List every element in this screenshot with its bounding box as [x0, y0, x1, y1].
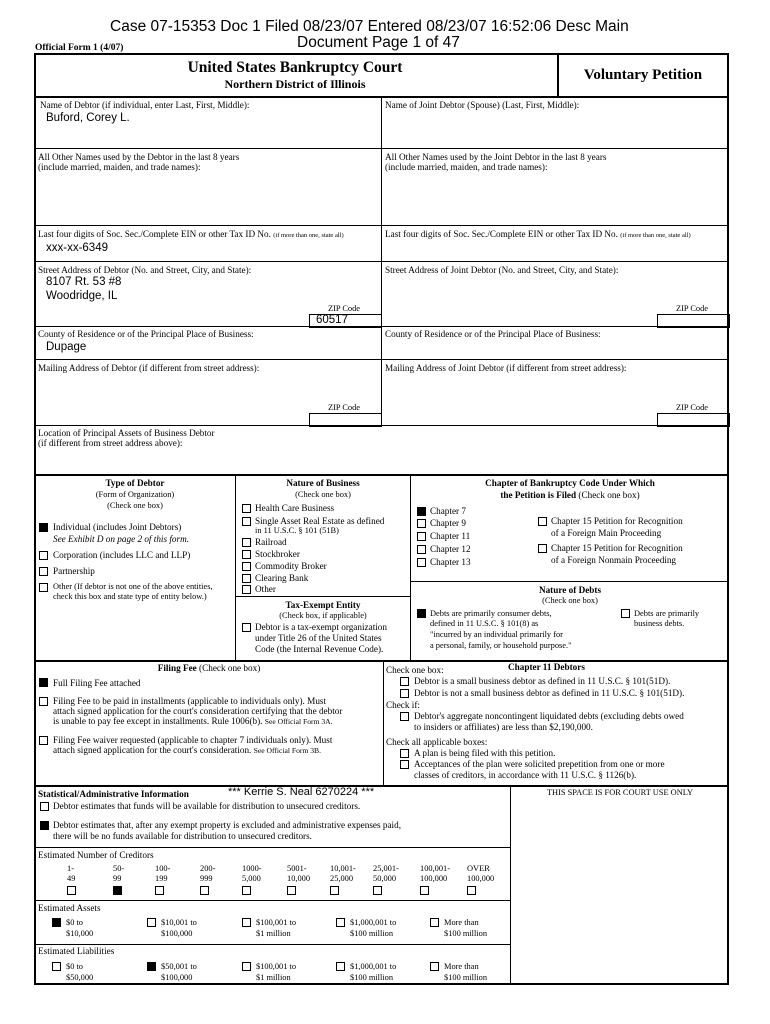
liabilities-range-bottom: $100 million: [350, 973, 394, 982]
assets-label: Estimated Assets: [38, 903, 101, 913]
fee-waiver-label-2: attach signed application for the court's consideration. See Official Form 3B.: [53, 745, 322, 755]
joint-mailing-zip-label: ZIP Code: [676, 403, 709, 412]
other-entity-checkbox[interactable]: [39, 583, 48, 592]
liabilities-checkbox[interactable]: [242, 962, 251, 971]
joint-other-names-label-2: (include married, maiden, and trade names):: [385, 162, 548, 172]
corporation-label: Corporation (includes LLC and LLP): [53, 550, 191, 560]
chapter-7-label: Chapter 7: [430, 506, 466, 516]
assets-checkbox[interactable]: [242, 918, 251, 927]
tax-exempt-checkbox[interactable]: [242, 623, 251, 632]
installments-label-3: is unable to pay fee except in installments. Rule 1006(b). See Official Form 3A.: [53, 716, 333, 726]
health-care-label: Health Care Business: [255, 503, 335, 513]
assets-checkbox[interactable]: [147, 918, 156, 927]
creditors-range-bottom: 25,000: [330, 874, 354, 883]
creditors-range-top: 10,001-: [330, 864, 356, 873]
installments-label-1: Filing Fee to be paid in installments (applicable to individuals only). Must: [53, 696, 327, 706]
liabilities-checkbox[interactable]: [147, 962, 156, 971]
debtor-street-label: Street Address of Debtor (No. and Street, City, and State):: [38, 265, 252, 275]
chapter-15-main-label-1: Chapter 15 Petition for Recognition: [551, 516, 683, 526]
type-debtor-title: Type of Debtor: [105, 478, 165, 488]
creditors-checkbox[interactable]: [242, 886, 251, 895]
liabilities-label: Estimated Liabilities: [38, 946, 115, 956]
debtor-county-label: County of Residence or of the Principal Place of Business:: [38, 329, 254, 339]
nature-debts-sub: (Check one box): [542, 596, 598, 605]
corporation-checkbox[interactable]: [39, 551, 48, 560]
creditors-range-top: 5001-: [287, 864, 307, 873]
no-funds-checkbox[interactable]: [40, 821, 49, 830]
clearing-bank-label: Clearing Bank: [255, 573, 309, 583]
joint-other-names-label-1: All Other Names used by the Joint Debtor in the last 8 years: [385, 152, 607, 162]
creditors-checkbox[interactable]: [420, 886, 429, 895]
assets-range-top: $0 to: [66, 918, 83, 927]
creditors-range-bottom: 999: [200, 874, 213, 883]
chapter-15-main-checkbox[interactable]: [538, 517, 547, 526]
joint-street-label: Street Address of Joint Debtor (No. and Street, City, and State):: [385, 265, 619, 275]
fee-waiver-checkbox[interactable]: [39, 736, 48, 745]
chapter-11-checkbox[interactable]: [417, 532, 426, 541]
full-fee-label: Full Filing Fee attached: [53, 678, 141, 688]
fee-waiver-label-1: Filing Fee waiver requested (applicable to chapter 7 individuals only). Must: [53, 735, 333, 745]
stockbroker-label: Stockbroker: [255, 549, 300, 559]
liabilities-range-bottom: $1 million: [256, 973, 291, 982]
creditors-range-top: OVER: [467, 864, 490, 873]
liabilities-checkbox[interactable]: [52, 962, 61, 971]
business-debts-label-1: Debts are primarily: [634, 609, 700, 618]
creditors-range-top: 1000-: [242, 864, 262, 873]
liabilities-range-bottom: $100 million: [444, 973, 488, 982]
petition-type: Voluntary Petition: [583, 67, 703, 83]
aggregate-debts-label-2: to insiders or affiliates) are less than $2,190,000.: [414, 722, 593, 732]
individual-checkbox[interactable]: [39, 523, 48, 532]
single-asset-label-2: in 11 U.S.C. § 101 (51B): [255, 526, 339, 535]
creditors-range-bottom: 100,000: [420, 874, 448, 883]
debtor-name: Buford, Corey L.: [46, 112, 130, 124]
type-debtor-sub2: (Check one box): [107, 501, 163, 510]
ch11-check-one: Check one box:: [386, 665, 444, 675]
chapter-11-label: Chapter 11: [430, 531, 471, 541]
liabilities-range-bottom: $100,000: [161, 973, 193, 982]
creditors-range-top: 200-: [200, 864, 216, 873]
liabilities-range-top: $100,001 to: [256, 962, 297, 971]
plan-filed-checkbox[interactable]: [400, 749, 409, 758]
assets-range-bottom: $100,000: [161, 929, 193, 938]
liabilities-range-top: More than: [444, 962, 479, 971]
full-fee-checkbox[interactable]: [39, 678, 48, 687]
chapter-9-checkbox[interactable]: [417, 519, 426, 528]
debtor-mailing-label: Mailing Address of Debtor (if different from street address):: [38, 363, 260, 373]
case-header-line2: Document Page 1 of 47: [297, 34, 460, 51]
ch11-check-if: Check if:: [386, 700, 420, 710]
other-business-label: Other: [255, 584, 276, 594]
consumer-debts-label-1: Debts are primarily consumer debts,: [430, 609, 552, 618]
chapter-15-nonmain-label-1: Chapter 15 Petition for Recognition: [551, 543, 683, 553]
creditors-range-bottom: 5,000: [242, 874, 261, 883]
liabilities-range-bottom: $50,000: [66, 973, 94, 982]
single-asset-label-1: Single Asset Real Estate as defined: [255, 516, 385, 526]
creditors-range-bottom: 49: [67, 874, 76, 883]
health-care-checkbox[interactable]: [242, 504, 251, 513]
creditors-range-bottom: 199: [155, 874, 168, 883]
chapter-15-nonmain-checkbox[interactable]: [538, 544, 547, 553]
court-title: United States Bankruptcy Court: [187, 59, 403, 76]
joint-zip-label: ZIP Code: [676, 304, 709, 313]
liabilities-checkbox[interactable]: [336, 962, 345, 971]
small-business-label: Debtor is a small business debtor as defined in 11 U.S.C. § 101(51D).: [414, 676, 671, 686]
chapter-9-label: Chapter 9: [430, 518, 466, 528]
plan-filed-label: A plan is being filed with this petition.: [414, 748, 556, 758]
creditors-range-bottom: 10,000: [287, 874, 311, 883]
debtor-ssn-label: Last four digits of Soc. Sec./Complete EIN or other Tax ID No. (if more than one, state all): [38, 229, 344, 239]
liabilities-range-top: $50,001 to: [161, 962, 197, 971]
partnership-checkbox[interactable]: [39, 567, 48, 576]
debtor-ssn: xxx-xx-6349: [46, 242, 108, 254]
chapter-title-1: Chapter of Bankruptcy Code Under Which: [485, 478, 655, 488]
creditors-checkbox[interactable]: [113, 886, 122, 895]
debtor-other-names-label-1: All Other Names used by the Debtor in the last 8 years: [38, 152, 240, 162]
assets-checkbox[interactable]: [336, 918, 345, 927]
consumer-debts-label-2: defined in 11 U.S.C. § 101(8) as: [430, 619, 539, 628]
railroad-checkbox[interactable]: [242, 538, 251, 547]
business-debts-checkbox[interactable]: [621, 609, 630, 618]
assets-range-top: $100,001 to: [256, 918, 297, 927]
tax-exempt-label-3: Code (the Internal Revenue Code).: [255, 644, 384, 654]
joint-name-label: Name of Joint Debtor (Spouse) (Last, First, Middle):: [385, 100, 580, 110]
district-title: Northern District of Illinois: [224, 77, 366, 91]
assets-range-top: $1,000,001 to: [350, 918, 397, 927]
attorney-name: *** Kerrie S. Neal 6270224 ***: [228, 786, 375, 798]
joint-county-label: County of Residence or of the Principal Place of Business:: [385, 329, 601, 339]
liabilities-checkbox[interactable]: [430, 962, 439, 971]
funds-available-checkbox[interactable]: [40, 802, 49, 811]
acceptances-label-1: Acceptances of the plan were solicited prepetition from one or more: [414, 759, 665, 769]
chapter-13-checkbox[interactable]: [417, 558, 426, 567]
tax-exempt-label-2: under Title 26 of the United States: [255, 633, 382, 643]
chapter-7-checkbox[interactable]: [417, 507, 426, 516]
assets-checkbox[interactable]: [430, 918, 439, 927]
ch11-title: Chapter 11 Debtors: [508, 662, 585, 672]
commodity-broker-checkbox[interactable]: [242, 562, 251, 571]
not-small-business-label: Debtor is not a small business debtor as defined in 11 U.S.C. § 101(51D).: [414, 688, 685, 698]
small-business-checkbox[interactable]: [400, 677, 409, 686]
debtor-mailing-zip-label: ZIP Code: [328, 403, 361, 412]
creditors-range-top: 100,001-: [420, 864, 451, 873]
nature-business-title: Nature of Business: [286, 478, 360, 488]
creditors-range-top: 25,001-: [373, 864, 399, 873]
installments-label-2: attach signed application for the court's consideration certifying that the debtor: [53, 706, 343, 716]
tax-exempt-title: Tax-Exempt Entity: [285, 600, 361, 610]
statistical-title: Statistical/Administrative Information: [38, 789, 189, 799]
commodity-broker-label: Commodity Broker: [255, 561, 327, 571]
tax-exempt-sub: (Check box, if applicable): [279, 611, 367, 620]
debtor-name-label: Name of Debtor (if individual, enter Last, First, Middle):: [40, 100, 250, 110]
assets-range-bottom: $1 million: [256, 929, 291, 938]
chapter-12-label: Chapter 12: [430, 544, 471, 554]
assets-range-top: More than: [444, 918, 479, 927]
no-funds-label-2: there will be no funds available for distribution to unsecured creditors.: [53, 831, 312, 841]
type-debtor-sub1: (Form of Organization): [95, 490, 175, 499]
creditors-checkbox[interactable]: [200, 886, 209, 895]
liabilities-range-top: $1,000,001 to: [350, 962, 397, 971]
filing-fee-title: Filing Fee (Check one box): [157, 663, 261, 673]
joint-ssn-label: Last four digits of Soc. Sec./Complete EIN or other Tax ID No. (if more than one, state all): [385, 229, 691, 239]
aggregate-debts-checkbox[interactable]: [400, 712, 409, 721]
installments-checkbox[interactable]: [39, 697, 48, 706]
no-funds-label-1: Debtor estimates that, after any exempt property is excluded and administrative expenses paid,: [53, 820, 401, 830]
creditors-range-top: 50-: [113, 864, 125, 873]
chapter-15-nonmain-label-2: of a Foreign Nonmain Proceeding: [551, 555, 677, 565]
consumer-debts-checkbox[interactable]: [417, 609, 426, 618]
single-asset-checkbox[interactable]: [242, 517, 251, 526]
nature-debts-title: Nature of Debts: [538, 585, 602, 595]
creditors-range-bottom: 99: [113, 874, 122, 883]
chapter-title-2: the Petition is Filed (Check one box): [500, 490, 640, 500]
creditors-label: Estimated Number of Creditors: [38, 850, 154, 860]
partnership-label: Partnership: [53, 566, 95, 576]
acceptances-label-2: classes of creditors, in accordance with 11 U.S.C. § 1126(b).: [414, 770, 637, 780]
tax-exempt-label-1: Debtor is a tax-exempt organization: [255, 622, 387, 632]
court-use-only: THIS SPACE IS FOR COURT USE ONLY: [546, 788, 694, 797]
funds-available-label: Debtor estimates that funds will be available for distribution to unsecured creditors.: [53, 801, 361, 811]
chapter-12-checkbox[interactable]: [417, 545, 426, 554]
creditors-checkbox[interactable]: [155, 886, 164, 895]
assets-range-top: $10,001 to: [161, 918, 197, 927]
creditors-checkbox[interactable]: [67, 886, 76, 895]
debtor-zip: 60517: [316, 314, 348, 326]
location-label-2: (if different from street address above):: [38, 438, 183, 448]
nature-business-sub: (Check one box): [295, 490, 351, 499]
individual-label: Individual (includes Joint Debtors): [53, 522, 182, 532]
form-id: Official Form 1 (4/07): [35, 43, 124, 53]
joint-mailing-label: Mailing Address of Joint Debtor (if different from street address):: [385, 363, 627, 373]
assets-range-bottom: $100 million: [350, 929, 394, 938]
assets-range-bottom: $10,000: [66, 929, 94, 938]
debtor-other-names-label-2: (include married, maiden, and trade names):: [38, 162, 201, 172]
other-entity-label-2: check this box and state type of entity below.): [53, 592, 207, 601]
creditors-checkbox[interactable]: [287, 886, 296, 895]
debtor-zip-label: ZIP Code: [328, 304, 361, 313]
chapter-15-main-label-2: of a Foreign Main Proceeding: [551, 528, 662, 538]
debtor-street-1: 8107 Rt. 53 #8: [46, 276, 122, 288]
debtor-street-2: Woodridge, IL: [46, 290, 118, 302]
consumer-debts-label-4: a personal, family, or household purpose.": [430, 641, 572, 650]
individual-note: See Exhibit D on page 2 of this form.: [53, 534, 190, 544]
consumer-debts-label-3: "incurred by an individual primarily for: [430, 630, 563, 639]
debtor-county: Dupage: [46, 341, 87, 353]
creditors-range-bottom: 50,000: [373, 874, 397, 883]
creditors-range-top: 1-: [67, 864, 74, 873]
assets-checkbox[interactable]: [52, 918, 61, 927]
creditors-range-top: 100-: [155, 864, 171, 873]
business-debts-label-2: business debts.: [634, 619, 685, 628]
ch11-check-all: Check all applicable boxes:: [386, 737, 488, 747]
creditors-checkbox[interactable]: [373, 886, 382, 895]
creditors-range-bottom: 100,000: [467, 874, 495, 883]
liabilities-range-top: $0 to: [66, 962, 83, 971]
acceptances-checkbox[interactable]: [400, 760, 409, 769]
other-entity-label-1: Other (If debtor is not one of the above entities,: [53, 582, 213, 591]
chapter-13-label: Chapter 13: [430, 557, 471, 567]
creditors-checkbox[interactable]: [467, 886, 476, 895]
assets-range-bottom: $100 million: [444, 929, 488, 938]
stockbroker-checkbox[interactable]: [242, 550, 251, 559]
railroad-label: Railroad: [255, 537, 287, 547]
aggregate-debts-label-1: Debtor's aggregate noncontingent liquidated debts (excluding debts owed: [414, 711, 684, 721]
not-small-business-checkbox[interactable]: [400, 689, 409, 698]
creditors-checkbox[interactable]: [330, 886, 339, 895]
case-header-line1: Case 07-15353 Doc 1 Filed 08/23/07 Entered 08/23/07 16:52:06 Desc Main: [110, 18, 629, 35]
other-business-checkbox[interactable]: [242, 585, 251, 594]
location-label-1: Location of Principal Assets of Business Debtor: [38, 428, 215, 438]
clearing-bank-checkbox[interactable]: [242, 574, 251, 583]
